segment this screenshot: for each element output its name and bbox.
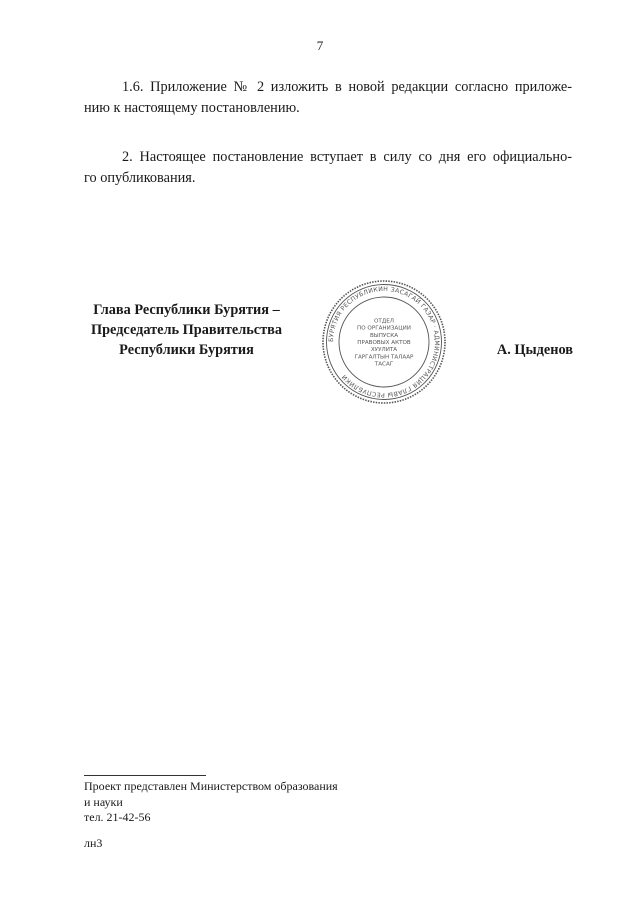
seal-ring-text: БУРЯТИЯ РЕСПУБЛИКИН ЗАСАГАЙ ГАЗАР · АДМИНИСТРАЦИЯ ГЛАВЫ РЕСПУБЛИКИ bbox=[327, 285, 441, 399]
seal-center-line: ГАРГАЛТЫН ТАЛААР bbox=[354, 354, 414, 361]
paragraph-entry-into-force bbox=[84, 147, 572, 189]
footnote-line: тел. 21-42-56 bbox=[84, 810, 151, 824]
paragraph-line: нию к настоящему постановлению. bbox=[84, 100, 300, 116]
footnote-separator bbox=[84, 775, 206, 776]
official-seal-stamp bbox=[320, 278, 448, 406]
footnote-line: Проект представлен Министерством образования bbox=[84, 779, 338, 793]
footnote-line: и науки bbox=[84, 794, 123, 809]
footnote-author-note bbox=[84, 779, 444, 826]
paragraph-line: 1.6. Приложение № 2 изложить в новой редакции согласно приложе- bbox=[122, 79, 572, 95]
paragraph-line: го опубликования. bbox=[84, 170, 196, 186]
signatory-name: А. Цыденов bbox=[496, 342, 573, 358]
seal-center-line: ХУУЛИТА bbox=[370, 347, 398, 354]
paragraph-appendix-amendment bbox=[84, 77, 572, 119]
page-number: 7 bbox=[316, 38, 324, 53]
signatory-position-line: Председатель Правительства bbox=[90, 322, 283, 338]
seal-center-line: ПО ОРГАНИЗАЦИИ bbox=[357, 325, 411, 332]
paragraph-line: 2. Настоящее постановление вступает в силу со дня его официально- bbox=[122, 149, 572, 165]
signatory-position-line: Республики Бурятия bbox=[119, 342, 254, 358]
seal-center-line: ТАСАГ bbox=[374, 361, 394, 368]
document-code: лн3 bbox=[84, 836, 103, 850]
seal-center-line: ОТДЕЛ bbox=[374, 318, 394, 325]
signatory-position-line: Глава Республики Бурятия – bbox=[93, 302, 280, 318]
seal-center-line: ПРАВОВЫХ АКТОВ bbox=[357, 340, 411, 346]
seal-center-line: ВЫПУСКА bbox=[369, 332, 399, 339]
signatory-position bbox=[84, 300, 289, 360]
